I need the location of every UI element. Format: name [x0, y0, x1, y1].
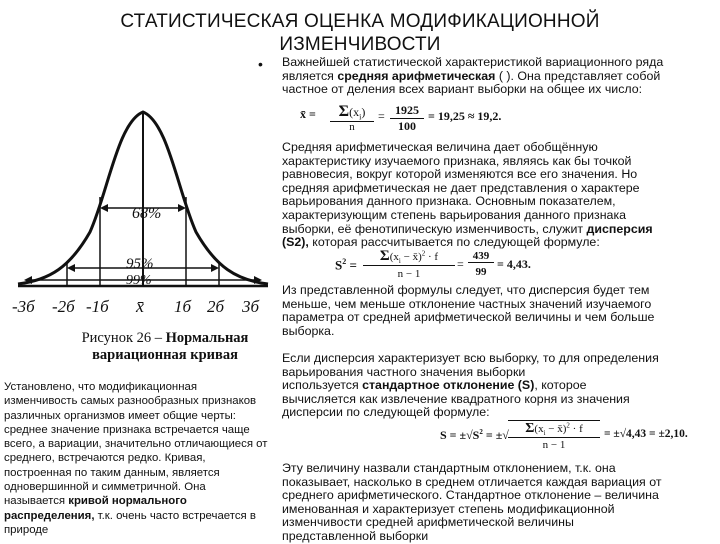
formula-variance: $S^2$ = $\Sigma(x_i$ − x̄)$^2$ · f n − 1 = 439 99 = 4,43. — [335, 248, 531, 280]
para4-line: Если дисперсия характеризует всю выборку, то для определения — [282, 351, 659, 365]
para3-line: меньше, чем меньше отклонение частных значений изучаемого — [282, 296, 652, 311]
para1-line2c: ( ). Она представляет собой — [495, 68, 661, 83]
f3-left: S = ±√S — [440, 428, 480, 442]
dispersion-term: дисперсия — [586, 221, 653, 236]
paragraph-std-dev — [282, 352, 718, 420]
page-title — [0, 10, 720, 56]
f2-denominator: n − 1 — [397, 268, 421, 280]
left-line-10 — [4, 509, 290, 523]
left-line: Установлено, что модификационная — [4, 381, 198, 393]
normal-distribution-term-2: распределения, — [4, 509, 95, 522]
tick-plus-3-sigma: 3б — [242, 297, 260, 316]
para2-line-7 — [282, 223, 718, 237]
para3-line: параметра от средней арифметической величины и чем больше — [282, 310, 655, 325]
para1-line2 — [282, 70, 718, 84]
f2-result: = 4,43. — [497, 257, 531, 271]
f1-sub: i — [359, 112, 362, 122]
left-line: построенная по таким данным, является — [4, 466, 220, 479]
figure-caption — [40, 330, 290, 364]
paragraph-conclusion — [282, 284, 718, 338]
tick-minus-1-sigma: -1б — [86, 297, 109, 316]
tick-mean: x̄ — [136, 296, 144, 316]
arrow-95-left-head — [67, 264, 75, 272]
label-99-percent: 99% — [126, 273, 152, 288]
label-68-percent: 68% — [132, 205, 162, 222]
normal-distribution-term: кривой нормального — [68, 495, 187, 508]
bullet-marker: • — [258, 56, 263, 72]
para2-line: выборки, её фенотипическую изменчивость, служит — [282, 221, 584, 236]
para2-line: равновесия, вокруг которой изменяются все его значения. Но — [282, 167, 638, 182]
tick-minus-3-sigma: -3б — [12, 297, 35, 316]
para5-line: показывает, насколько в среднем отличается каждая вариация от — [282, 474, 662, 489]
para4-line3c: , которое — [534, 378, 587, 393]
left-line-9 — [4, 494, 290, 508]
f3-denominator: n − 1 — [542, 439, 566, 451]
f2-s: S — [335, 257, 343, 273]
title-line-2: ИЗМЕНЧИВОСТИ — [279, 34, 441, 55]
para2-line: варьирования данного признака. Основным показателем, — [282, 194, 616, 209]
para5-line: представленной выборки — [282, 528, 429, 543]
paragraph-std-dev-meaning — [282, 462, 718, 544]
para1-bold-term: средняя арифметическая — [337, 68, 496, 83]
s2-term: (S2), — [282, 235, 309, 250]
tick-plus-1-sigma: 1б — [174, 297, 192, 316]
para5-line: изменчивости средней арифметической величины — [282, 515, 574, 530]
para3-line: выборка. — [282, 323, 335, 338]
para4-line3a: используется — [282, 378, 363, 393]
tick-minus-2-sigma: -2б — [52, 297, 75, 316]
title-line-1: СТАТИСТИЧЕСКАЯ ОЦЕНКА МОДИФИКАЦИОННОЙ — [120, 11, 600, 32]
paragraph-mean — [282, 56, 718, 97]
para1-line3: частное от деления всех вариант выборки на общее их число: — [282, 82, 643, 97]
f1-numerator: 1925 — [390, 103, 424, 119]
para4-line: дисперсии по следующей формуле: — [282, 405, 490, 420]
para2-line: характеризующим степень варьирования данного признака — [282, 207, 627, 222]
left-line: различных организмов имеет общие черты: — [4, 409, 236, 422]
caption-title-1: Нормальная — [165, 330, 249, 346]
f2-den-value: 99 — [475, 266, 487, 278]
f1-denominator-n: n — [349, 121, 355, 133]
para2-line8c: которая рассчитывается по следующей формуле: — [308, 235, 600, 250]
label-95-percent: 95% — [126, 256, 154, 272]
normal-curve-figure — [0, 92, 280, 324]
f1-result: = 19,25 ≈ 19,2. — [428, 109, 502, 123]
para2-line: средняя арифметическая не дает представления о характере — [282, 180, 640, 195]
para4-line: варьирования частного значения выборки — [282, 364, 526, 379]
para5-line: среднего арифметического. Стандартное отклонение – величина — [282, 488, 659, 503]
para2-line: характеристику изучаемого признака, являясь как бы точкой — [282, 153, 632, 168]
left-line: среднее значение признака встречается чаще — [4, 423, 250, 436]
caption-number: Рисунок 26 – — [81, 330, 166, 346]
para1-line1: Важнейшей статистической характеристикой вариационного ряда — [282, 55, 664, 69]
left-line: одновершинной и симметричной. Она — [4, 481, 206, 494]
arrow-95-right-head — [211, 264, 219, 272]
left-line: изменчивость самых разнообразных признаков — [4, 395, 257, 408]
left-line: называется — [4, 495, 66, 508]
left-description — [4, 380, 290, 537]
f1-denominator: 100 — [398, 119, 416, 133]
para1-line2a: является — [282, 68, 338, 83]
formula-mean: x̄ = $\Sigma(x_i)$ n = 1925 100 = 19,25 ≈ 19,2. — [300, 103, 502, 133]
para3-line: Из представленной формулы следует, что дисперсия будет тем — [282, 283, 650, 297]
f3-result: = ±√4,43 = ±2,10. — [604, 428, 688, 440]
std-dev-term: стандартное отклонение (S) — [362, 378, 535, 393]
formula-std-dev: $S = \pm√S^2$ = ±√ $\Sigma(x_i$ − x̄)$^2$ · f n − 1 = ±√4,43 = ±2,10. — [440, 421, 688, 451]
tick-plus-2-sigma: 2б — [207, 297, 225, 316]
para5-line: именованная и характеризует степень модификационной — [282, 501, 615, 516]
para4-line: вычисляется как извлечение квадратного корня из значения — [282, 391, 630, 406]
f2-numerator: 439 — [468, 250, 494, 263]
caption-title-2: вариационная кривая — [92, 347, 238, 363]
para5-line: Эту величину назвали стандартным отклонением, т.к. она — [282, 461, 616, 475]
para4-line-3 — [282, 379, 718, 393]
left-line: среднего, встречаются редко. Кривая, — [4, 452, 206, 465]
left-tail: т.к. очень часто встречается в — [94, 509, 256, 522]
left-line: всего, а вариации, значительно отличающиеся от — [4, 438, 268, 451]
paragraph-variance — [282, 141, 718, 250]
para2-line: Средняя арифметическая величина дает обобщённую — [282, 140, 598, 154]
left-line-last: природе — [4, 523, 49, 536]
